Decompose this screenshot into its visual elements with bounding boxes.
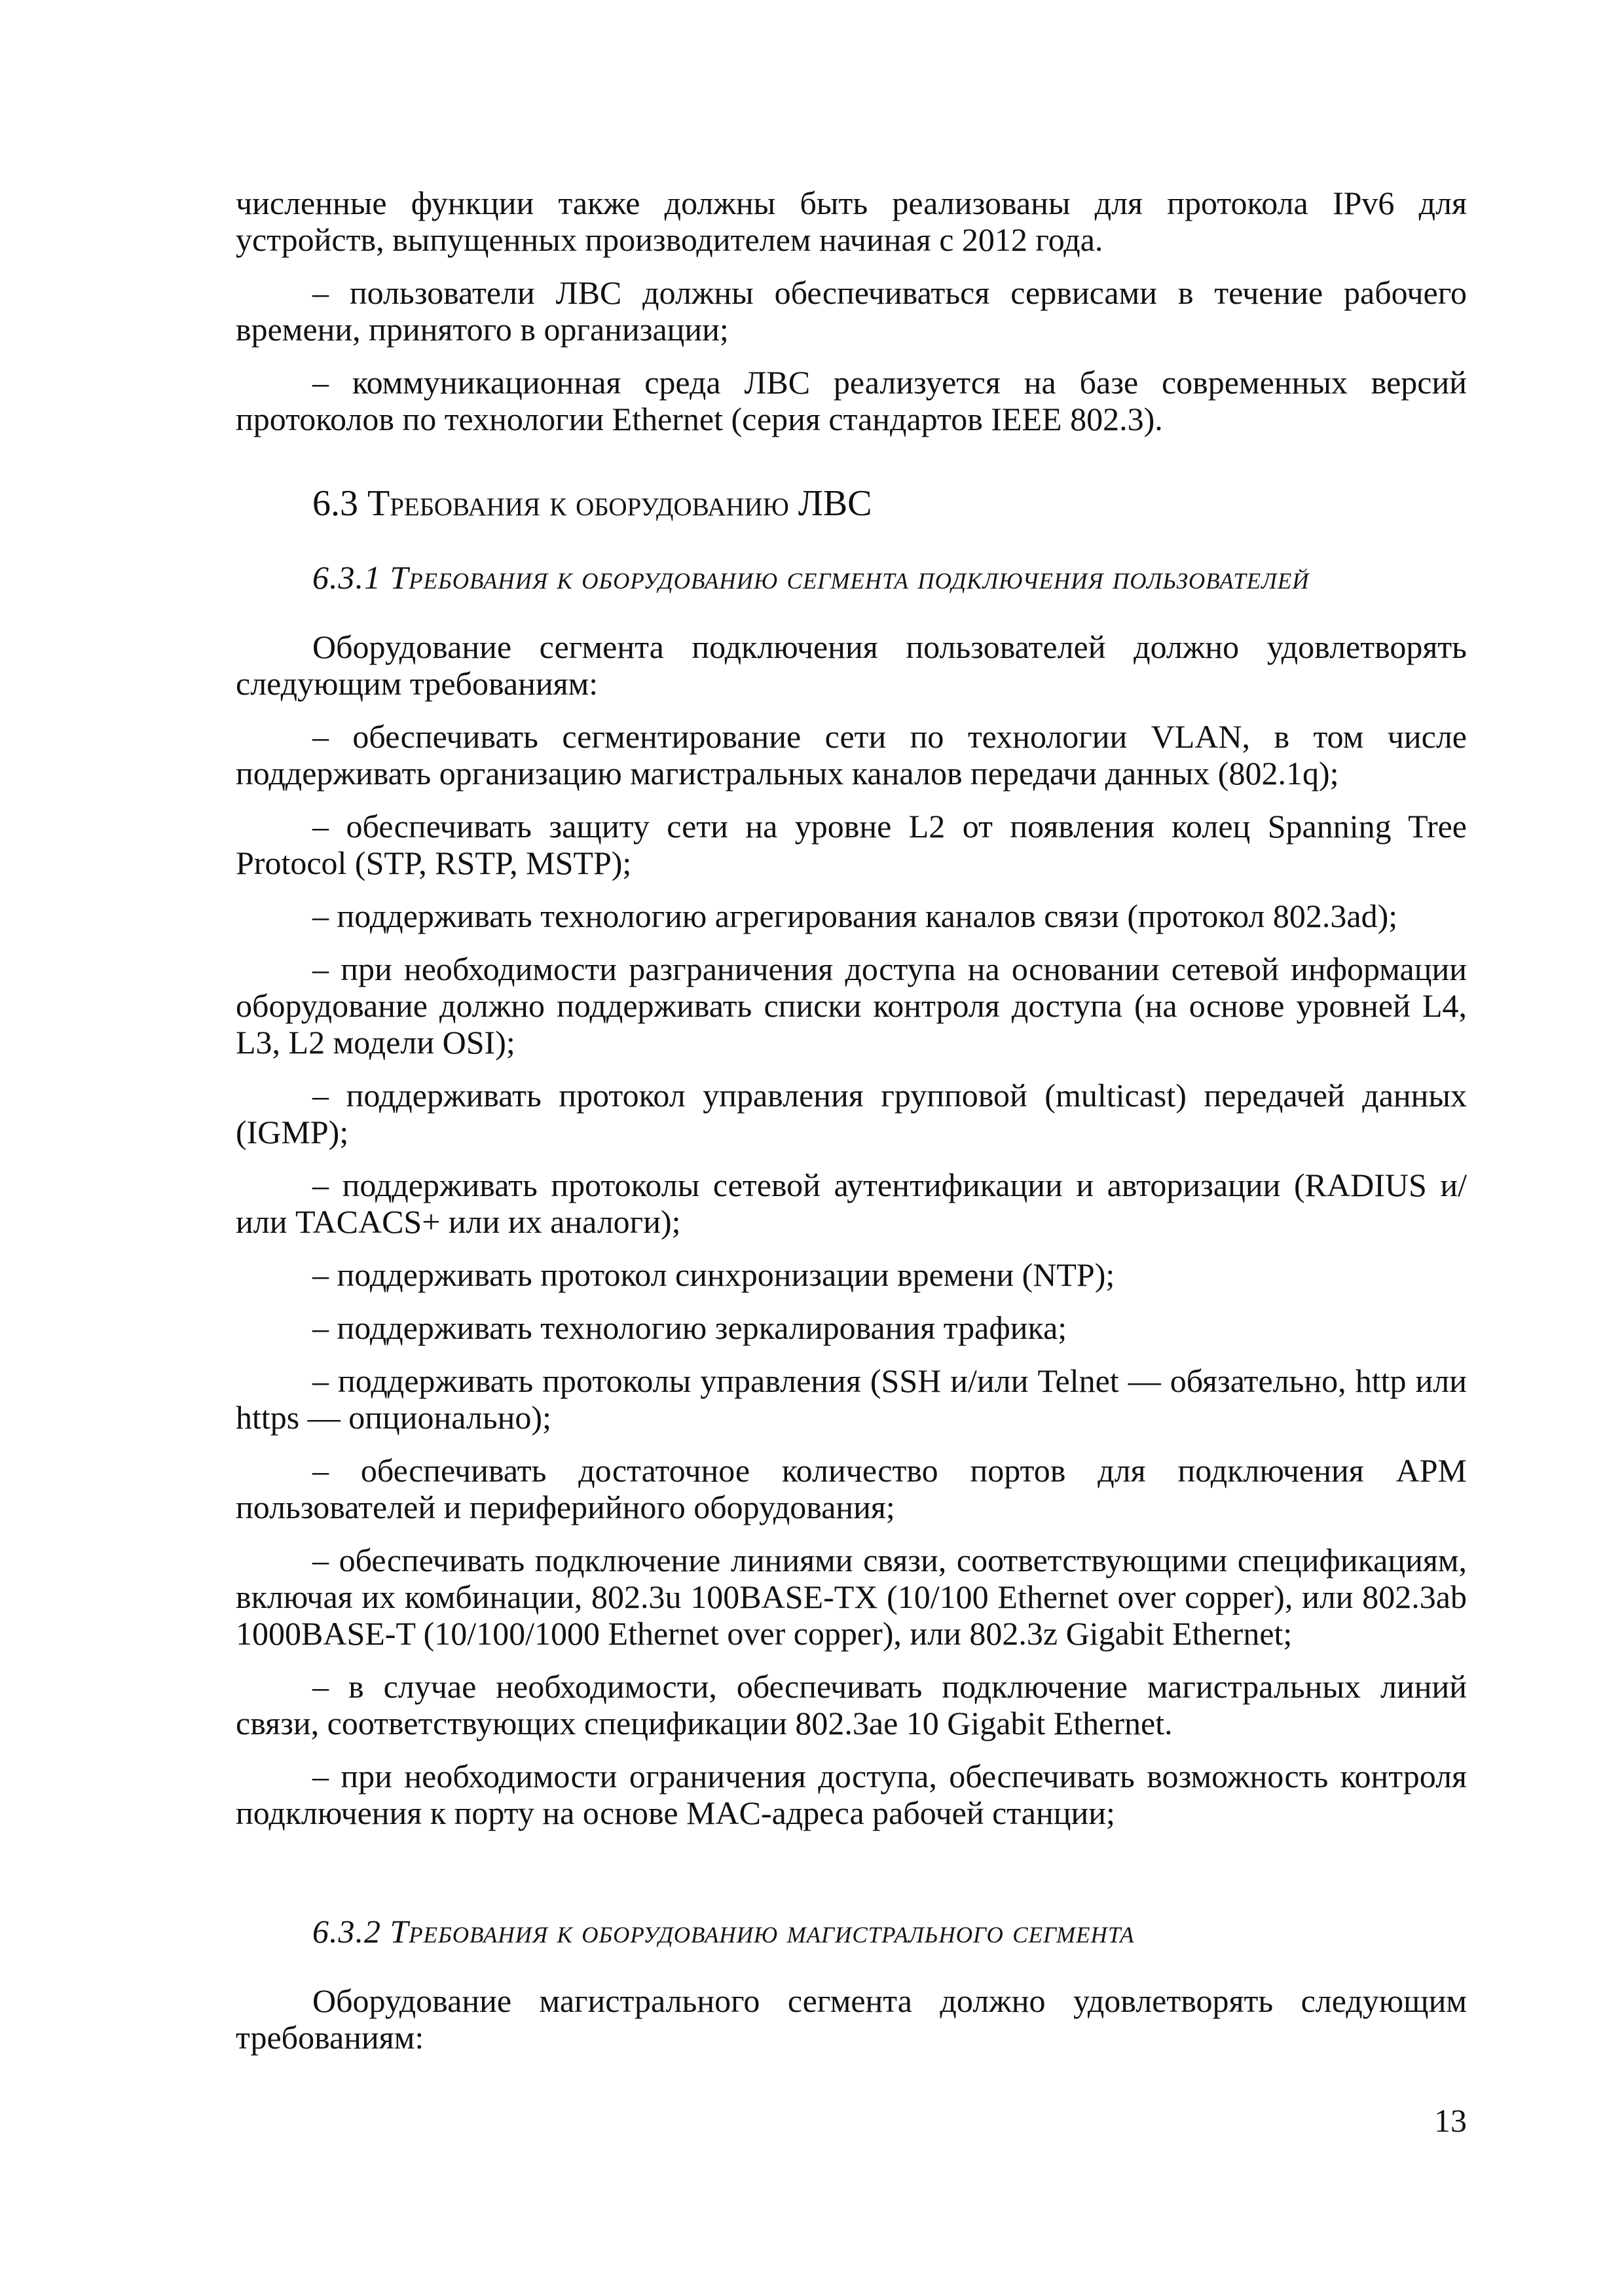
list-item: – поддерживать протоколы управления (SSH и/или Telnet — обязательно, http или https — опционально);: [236, 1362, 1467, 1436]
paragraph: – пользователи ЛВС должны обеспечиваться сервисами в течение рабочего времени, принятого в организации;: [236, 274, 1467, 348]
paragraph: – коммуникационная среда ЛВС реализуется на базе современных версий протоколов по технологии Ethernet (серия стандартов IEEE 802.3).: [236, 364, 1467, 437]
section-heading-6-3: 6.3 Требования к оборудованию ЛВС: [312, 483, 872, 524]
section-intro: Оборудование сегмента подключения пользователей должно удовлетворять следующим требованиям:: [236, 629, 1467, 702]
paragraph: численные функции также должны быть реализованы для протокола IPv6 для устройств, выпущенных производителем начиная с 2012 года.: [236, 185, 1467, 258]
list-item: – обеспечивать подключение линиями связи, соответствующими спецификациям, включая их комбинации, 802.3u 100BASE-TX (10/100 Ethernet over copper), или 802.3ab 1000BASE-T (10/100/1000 Ethernet over copper), или 802.3z Gigabit Ethernet;: [236, 1542, 1467, 1652]
page-number: 13: [1434, 2102, 1467, 2139]
list-item: – обеспечивать защиту сети на уровне L2 от появления колец Spanning Tree Protocol (STP, RSTP, MSTP);: [236, 808, 1467, 881]
list-item: – поддерживать протоколы сетевой аутентификации и авторизации (RADIUS и/или TACACS+ или их аналоги);: [236, 1167, 1467, 1240]
list-item: – при необходимости разграничения доступа на основании сетевой информации оборудование должно поддерживать списки контроля доступа (на основе уровней L4, L3, L2 модели OSI);: [236, 951, 1467, 1061]
list-item: – в случае необходимости, обеспечивать подключение магистральных линий связи, соответствующих спецификации 802.3ae 10 Gigabit Ethernet.: [236, 1668, 1467, 1741]
list-item: – обеспечивать достаточное количество портов для подключения АРМ пользователей и периферийного оборудования;: [236, 1452, 1467, 1525]
section-heading-6-3-1: 6.3.1 Требования к оборудованию сегмента подключения пользователей: [312, 559, 1310, 596]
list-item: – при необходимости ограничения доступа, обеспечивать возможность контроля подключения к порту на основе MAC-адреса рабочей станции;: [236, 1758, 1467, 1831]
list-item: – обеспечивать сегментирование сети по технологии VLAN, в том числе поддерживать организацию магистральных каналов передачи данных (802.1q);: [236, 718, 1467, 792]
list-item: – поддерживать протокол управления групповой (multicast) передачей данных (IGMP);: [236, 1077, 1467, 1150]
page-body: [236, 185, 1467, 2056]
list-item: – поддерживать протокол синхронизации времени (NTP);: [312, 1256, 1115, 1293]
section-heading-6-3-2: 6.3.2 Требования к оборудованию магистрального сегмента: [312, 1913, 1135, 1950]
list-item: – поддерживать технологию агрегирования каналов связи (протокол 802.3ad);: [312, 898, 1398, 934]
section-intro: Оборудование магистрального сегмента должно удовлетворять следующим требованиям:: [236, 1982, 1467, 2056]
list-item: – поддерживать технологию зеркалирования трафика;: [312, 1309, 1067, 1346]
